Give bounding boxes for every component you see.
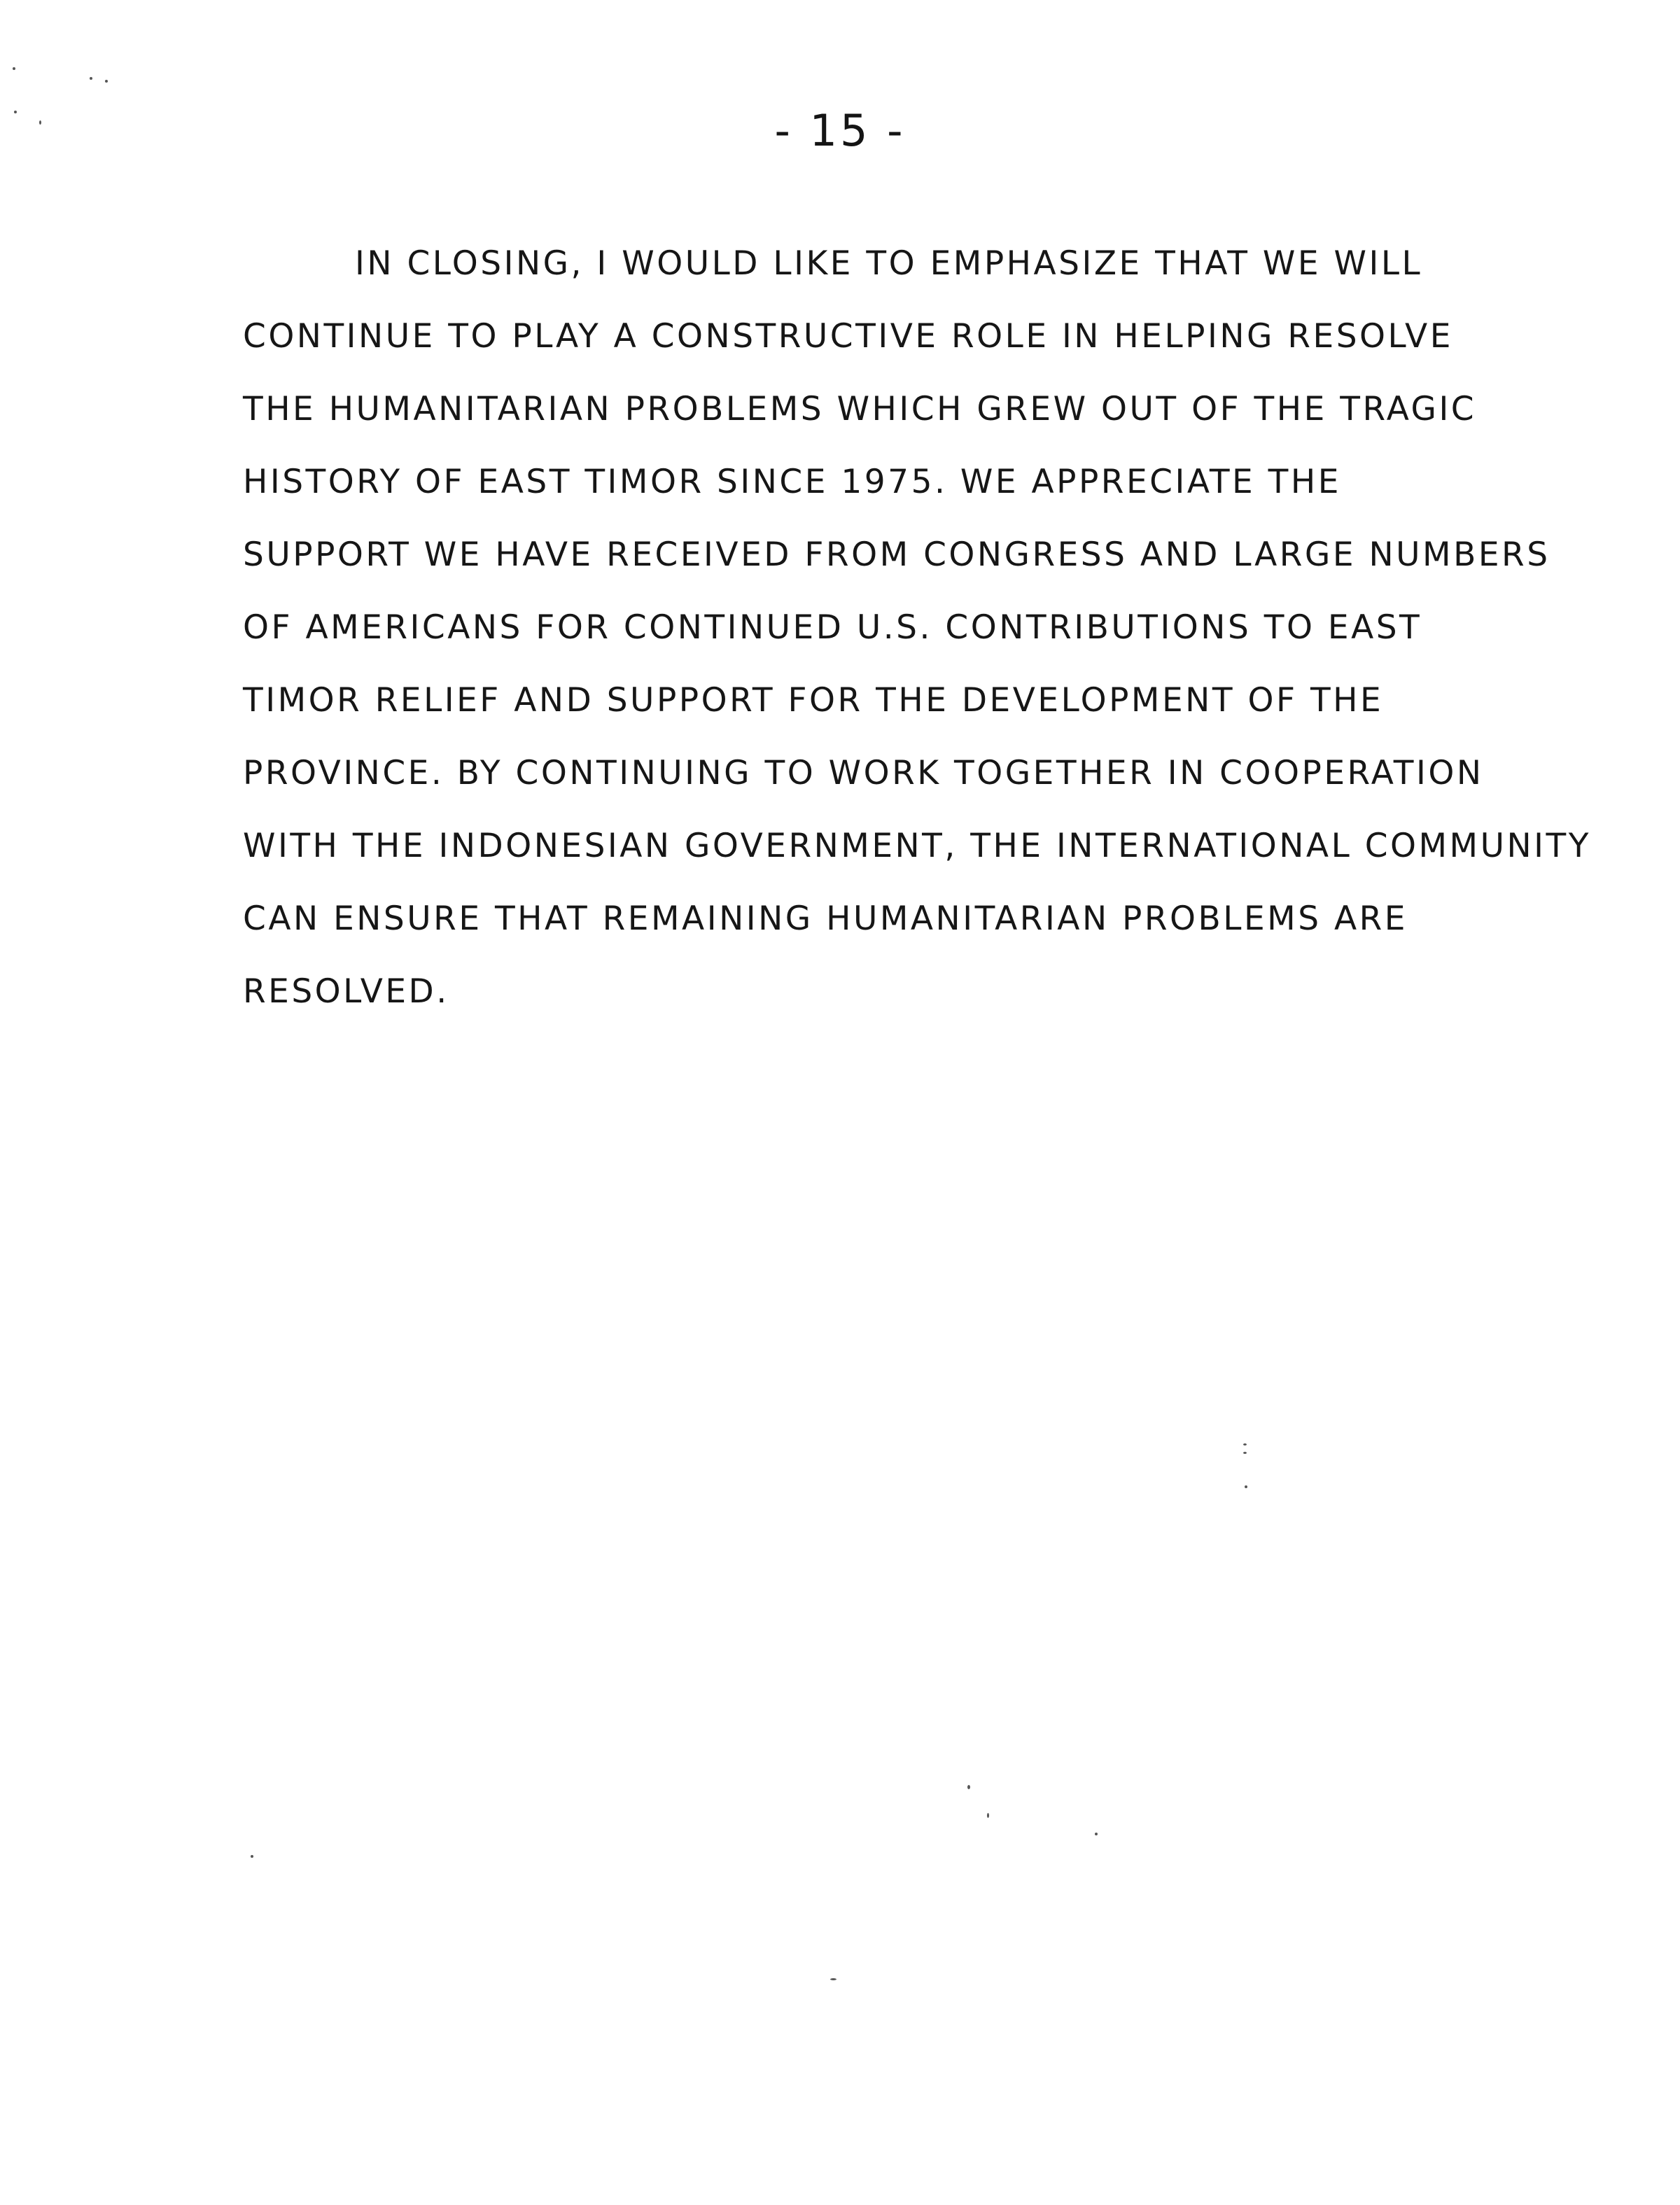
- paragraph-line-2: CONTINUE TO PLAY A CONSTRUCTIVE ROLE IN HELPING RESOLVE: [243, 317, 1453, 356]
- speck: [1095, 1833, 1098, 1835]
- paragraph-line-7: TIMOR RELIEF AND SUPPORT FOR THE DEVELOPMENT OF THE: [243, 681, 1384, 720]
- speck: [90, 77, 92, 80]
- speck: [1243, 1452, 1247, 1454]
- speck: [39, 120, 41, 125]
- paragraph-line-6: OF AMERICANS FOR CONTINUED U.S. CONTRIBUTIONS TO EAST: [243, 608, 1422, 647]
- paragraph-line-4: HISTORY OF EAST TIMOR SINCE 1975. WE APPRECIATE THE: [243, 463, 1341, 501]
- paragraph-line-9: WITH THE INDONESIAN GOVERNMENT, THE INTERNATIONAL COMMUNITY: [243, 827, 1591, 865]
- paragraph-line-5: SUPPORT WE HAVE RECEIVED FROM CONGRESS AND LARGE NUMBERS: [243, 536, 1550, 574]
- paragraph-line-8: PROVINCE. BY CONTINUING TO WORK TOGETHER IN COOPERATION: [243, 754, 1484, 792]
- speck: [251, 1855, 253, 1858]
- paragraph-line-11: RESOLVED.: [243, 972, 449, 1011]
- speck: [13, 67, 15, 70]
- speck: [14, 111, 17, 113]
- speck: [987, 1813, 989, 1818]
- page-number: - 15 -: [774, 105, 906, 156]
- paragraph-line-1: IN CLOSING, I WOULD LIKE TO EMPHASIZE THAT WE WILL: [355, 244, 1423, 283]
- closing-paragraph: [243, 227, 1608, 1028]
- speck: [830, 1978, 836, 1980]
- speck: [105, 80, 108, 83]
- speck: [1245, 1485, 1247, 1488]
- speck: [967, 1785, 970, 1789]
- paragraph-line-3: THE HUMANITARIAN PROBLEMS WHICH GREW OUT OF THE TRAGIC: [243, 390, 1477, 428]
- paragraph-line-10: CAN ENSURE THAT REMAINING HUMANITARIAN PROBLEMS ARE: [243, 899, 1408, 938]
- speck: [1243, 1443, 1247, 1446]
